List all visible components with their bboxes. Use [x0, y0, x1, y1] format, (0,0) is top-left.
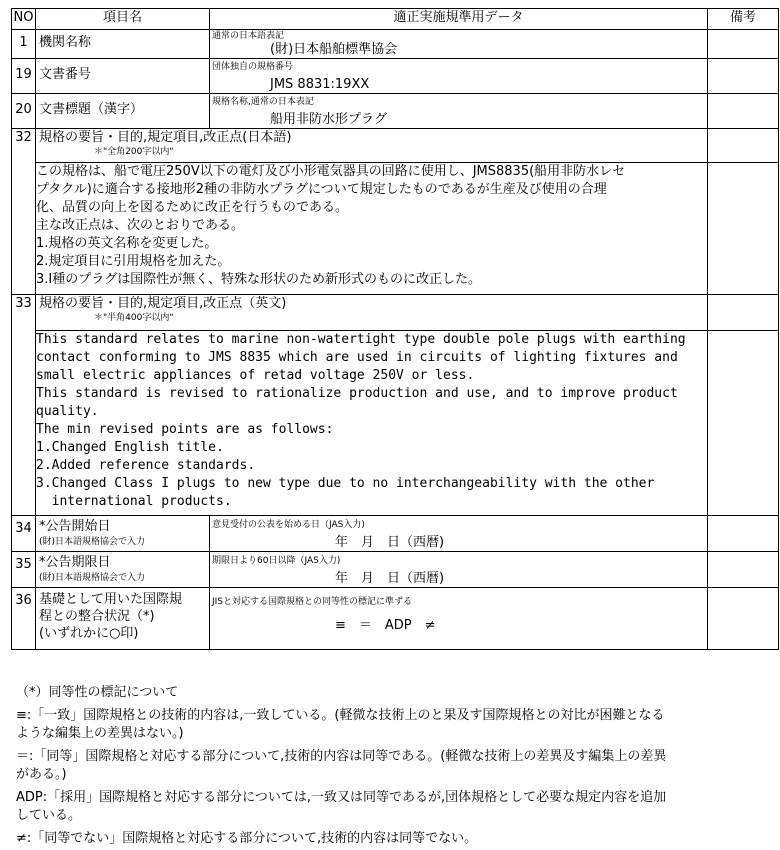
field-value: 年 月 日（西暦)	[335, 571, 445, 586]
row-data	[210, 59, 708, 94]
item-line: (いずれかに○印)	[39, 626, 139, 641]
note-line: ≠:「同等でない」国際規格と対応する部分について,技術的内容は同等でない。	[16, 830, 478, 846]
notes-title: （*）同等性の標記について	[16, 685, 179, 700]
field-value: (財)日本船舶標準協会	[270, 42, 398, 57]
text-line: This standard is revised to rationalize production and use, and to improve product	[36, 386, 678, 401]
field-label: 規格名称,通常の日本表記	[212, 97, 314, 107]
text-line: international products.	[36, 494, 232, 509]
table-row	[12, 129, 779, 163]
table-row	[12, 552, 779, 588]
row-remarks	[708, 295, 779, 331]
field-label: 期限日より60日以降（JAS入力)	[212, 556, 341, 566]
table-row	[12, 30, 779, 59]
text-line: 3.Changed Class I plugs to new type due to no interchangeability with the other	[36, 476, 655, 491]
section-title: 規格の要旨・目的,規定項目,改正点(日本語)	[39, 130, 292, 145]
section-title: 規格の要旨・目的,規定項目,改正点（英文)	[39, 296, 287, 311]
header-data: 適正実施規準用データ	[210, 9, 708, 30]
row-item	[36, 295, 708, 331]
header-remarks: 備考	[708, 9, 779, 30]
field-value: JMS 8831:19XX	[270, 77, 370, 92]
table-row	[12, 588, 779, 650]
row-data	[210, 552, 708, 588]
header-no: NO	[12, 9, 36, 30]
equivalence-notes	[16, 684, 776, 848]
text-line: プタクル)に適合する接地形2種の非防水プラグについて規定したものであるが生産及び使用の合理	[36, 182, 607, 197]
note-line: がある。)	[16, 767, 67, 782]
text-line: 2.規定項目に引用規格を加えた。	[36, 254, 231, 269]
row-no: 20	[12, 94, 36, 129]
note-line: している。	[16, 808, 82, 823]
item-subnote: (財)日本語規格協会で入力	[39, 537, 146, 547]
table-row	[12, 59, 779, 94]
row-remarks	[708, 129, 779, 163]
summary-english	[36, 331, 708, 516]
row-remarks	[708, 163, 779, 295]
row-no: 32	[12, 129, 36, 295]
item-title: *公告開始日	[39, 519, 111, 534]
standards-data-table	[11, 8, 779, 650]
text-line: This standard relates to marine non-watertight type double pole plugs with earthing	[36, 332, 686, 347]
row-remarks	[708, 588, 779, 650]
text-line: 1.Changed English title.	[36, 440, 224, 455]
note-line: ≡:「一致」国際規格との技術的内容は,一致している。(軽微な技術上のと果及す国際規格との対比が困難となる	[16, 707, 665, 723]
row-item	[36, 588, 210, 650]
item-line: 程との整合状況（*)	[39, 609, 155, 624]
row-no: 19	[12, 59, 36, 94]
row-data	[210, 94, 708, 129]
note-line: ADP:「採用」国際規格と対応する部分については,一致又は同等であるが,団体規格として必要な規定内容を追加	[16, 789, 667, 805]
table-row	[12, 163, 779, 295]
row-item	[36, 552, 210, 588]
note-line: ような編集上の差異はない。)	[16, 726, 184, 741]
text-line: 主な改正点は、次のとおりである。	[36, 218, 245, 233]
field-value: 船用非防水形プラグ	[270, 112, 388, 127]
summary-japanese	[36, 163, 708, 295]
item-title: *公告期限日	[39, 555, 111, 570]
row-no: 34	[12, 516, 36, 552]
row-data	[210, 588, 708, 650]
table-row	[12, 94, 779, 129]
row-item: 文書番号	[36, 59, 210, 94]
row-remarks	[708, 516, 779, 552]
row-item	[36, 516, 210, 552]
field-label: JISと対応する国際規格との同等性の標記に準ずる	[212, 597, 413, 607]
row-item: 文書標題（漢字）	[36, 94, 210, 129]
row-no: 36	[12, 588, 36, 650]
table-row	[12, 331, 779, 516]
table-row	[12, 516, 779, 552]
table-row	[12, 295, 779, 331]
row-no: 33	[12, 295, 36, 516]
text-line: contact conforming to JMS 8835 which are used in circuits of lighting fixtures and	[36, 350, 678, 365]
text-line: 化、品質の向上を図るために改正を行うものである。	[36, 200, 349, 215]
field-label: 通常の日本語表記	[212, 31, 285, 41]
field-label: 意見受付の公表を始める日（JAS入力)	[212, 520, 365, 530]
header-item: 項目名	[36, 9, 210, 30]
text-line: 1.規格の英文名称を変更した。	[36, 236, 218, 251]
row-item: 機関名称	[36, 30, 210, 59]
text-line: small electric appliances of retad voltage 250V or less.	[36, 368, 475, 383]
table-header-row	[12, 9, 779, 30]
field-label: 団体独自の規格番号	[212, 62, 294, 72]
item-line: 基礎として用いた国際規	[39, 592, 183, 607]
text-line: 3.I種のプラグは国際性が無く、特殊な形状のため新形式のものに改正した。	[36, 272, 481, 287]
field-value: 年 月 日（西暦)	[335, 535, 445, 550]
text-line: この規格は、船で電圧250V以下の電灯及び小形電気器具の回路に使用し、JMS8835(船用非防水レセ	[36, 164, 626, 179]
text-line: quality.	[36, 404, 99, 419]
equivalence-symbols: ≡ ＝ ADP ≠	[335, 618, 436, 633]
row-data	[210, 30, 708, 59]
row-item	[36, 129, 708, 163]
text-line: 2.Added reference standards.	[36, 458, 256, 473]
text-line: The min revised points are as follows:	[36, 422, 334, 437]
char-limit-note: ＊"全角200字以内"	[94, 147, 174, 157]
row-remarks	[708, 30, 779, 59]
row-no: 35	[12, 552, 36, 588]
row-remarks	[708, 94, 779, 129]
item-subnote: (財)日本語規格協会で入力	[39, 573, 146, 583]
row-remarks	[708, 331, 779, 516]
row-data	[210, 516, 708, 552]
char-limit-note: ＊"半角400字以内"	[94, 313, 174, 323]
row-remarks	[708, 59, 779, 94]
note-line: ＝:「同等」国際規格と対応する部分について,技術的内容は同等である。(軽微な技術上の差異及す編集上の差異	[16, 748, 667, 764]
row-no: 1	[12, 30, 36, 59]
row-remarks	[708, 552, 779, 588]
